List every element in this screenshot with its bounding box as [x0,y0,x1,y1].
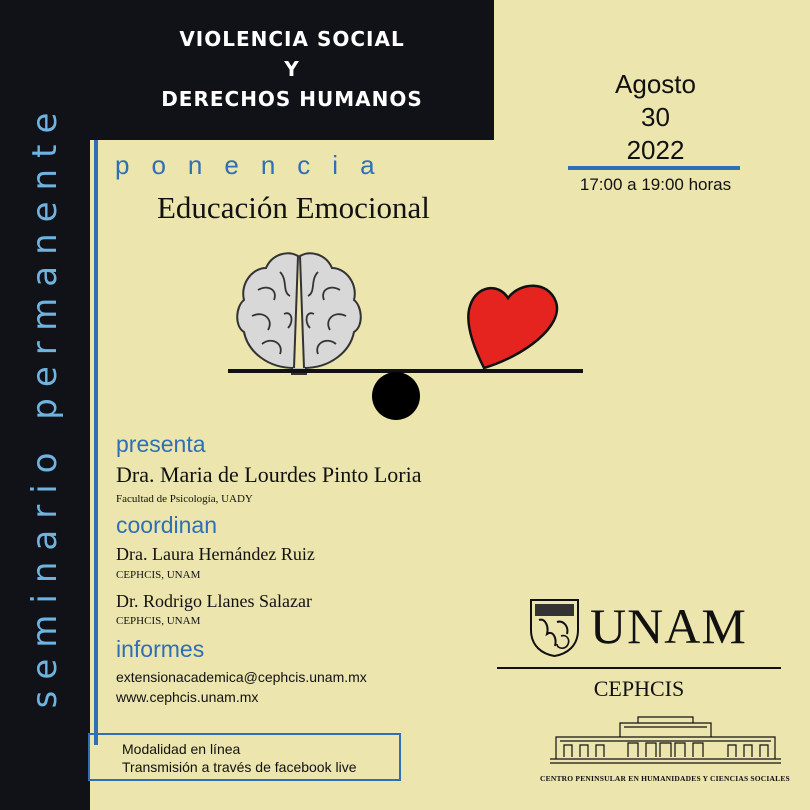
talk-kicker: ponencia [115,150,397,180]
coordinator-name-2: Dr. Rodrigo Llanes Salazar [116,591,312,611]
logo-divider [497,667,781,669]
presenter-name: Dra. Maria de Lourdes Pinto Loria [116,462,422,487]
balance-beam [228,369,583,373]
event-title-line-2: Y [284,57,300,81]
modality-box [88,733,401,781]
balance-fulcrum [372,372,420,420]
contact-email-link[interactable]: extensionacademica@cephcis.unam.mx [116,669,367,685]
cephcis-wordmark: CEPHCIS [593,676,685,701]
coordinator-affiliation-2: CEPHCIS, UNAM [116,615,201,627]
heart-icon [468,286,557,368]
brain-icon [237,253,361,374]
event-title-line-1: VIOLENCIA SOCIAL [179,27,405,51]
unam-crest-icon [527,596,582,658]
date-year: 2022 [626,135,685,165]
center-full-name: CENTRO PENINSULAR EN HUMANIDADES Y CIENCIAS SOCIALES [540,774,790,783]
event-title [90,24,494,114]
event-time: 17:00 a 19:00 horas [579,175,732,194]
date-block [568,68,743,167]
building-icon [548,715,783,765]
left-accent-rule [94,140,98,745]
coordinator-affiliation-1: CEPHCIS, UNAM [116,569,201,581]
vertical-series-title: seminario permanente [25,101,65,709]
unam-wordmark: UNAM [590,598,747,654]
coordinator-name-1: Dra. Laura Hernández Ruiz [116,544,315,564]
presenter-label: presenta [116,431,206,457]
date-month: Agosto [615,69,696,99]
event-title-line-3: DERECHOS HUMANOS [161,87,423,111]
date-day: 30 [641,102,670,132]
info-label: informes [116,636,205,662]
modality-line-1: Modalidad en línea [122,741,241,757]
coordinators-label: coordinan [116,512,218,538]
talk-title: Educación Emocional [157,190,430,225]
date-rule [568,166,740,170]
website-link[interactable]: www.cephcis.unam.mx [116,689,259,705]
brain-heart-balance-illustration [228,240,588,430]
presenter-affiliation: Facultad de Psicología, UADY [116,493,253,505]
modality-line-2: Transmisión a través de facebook live [122,759,357,775]
